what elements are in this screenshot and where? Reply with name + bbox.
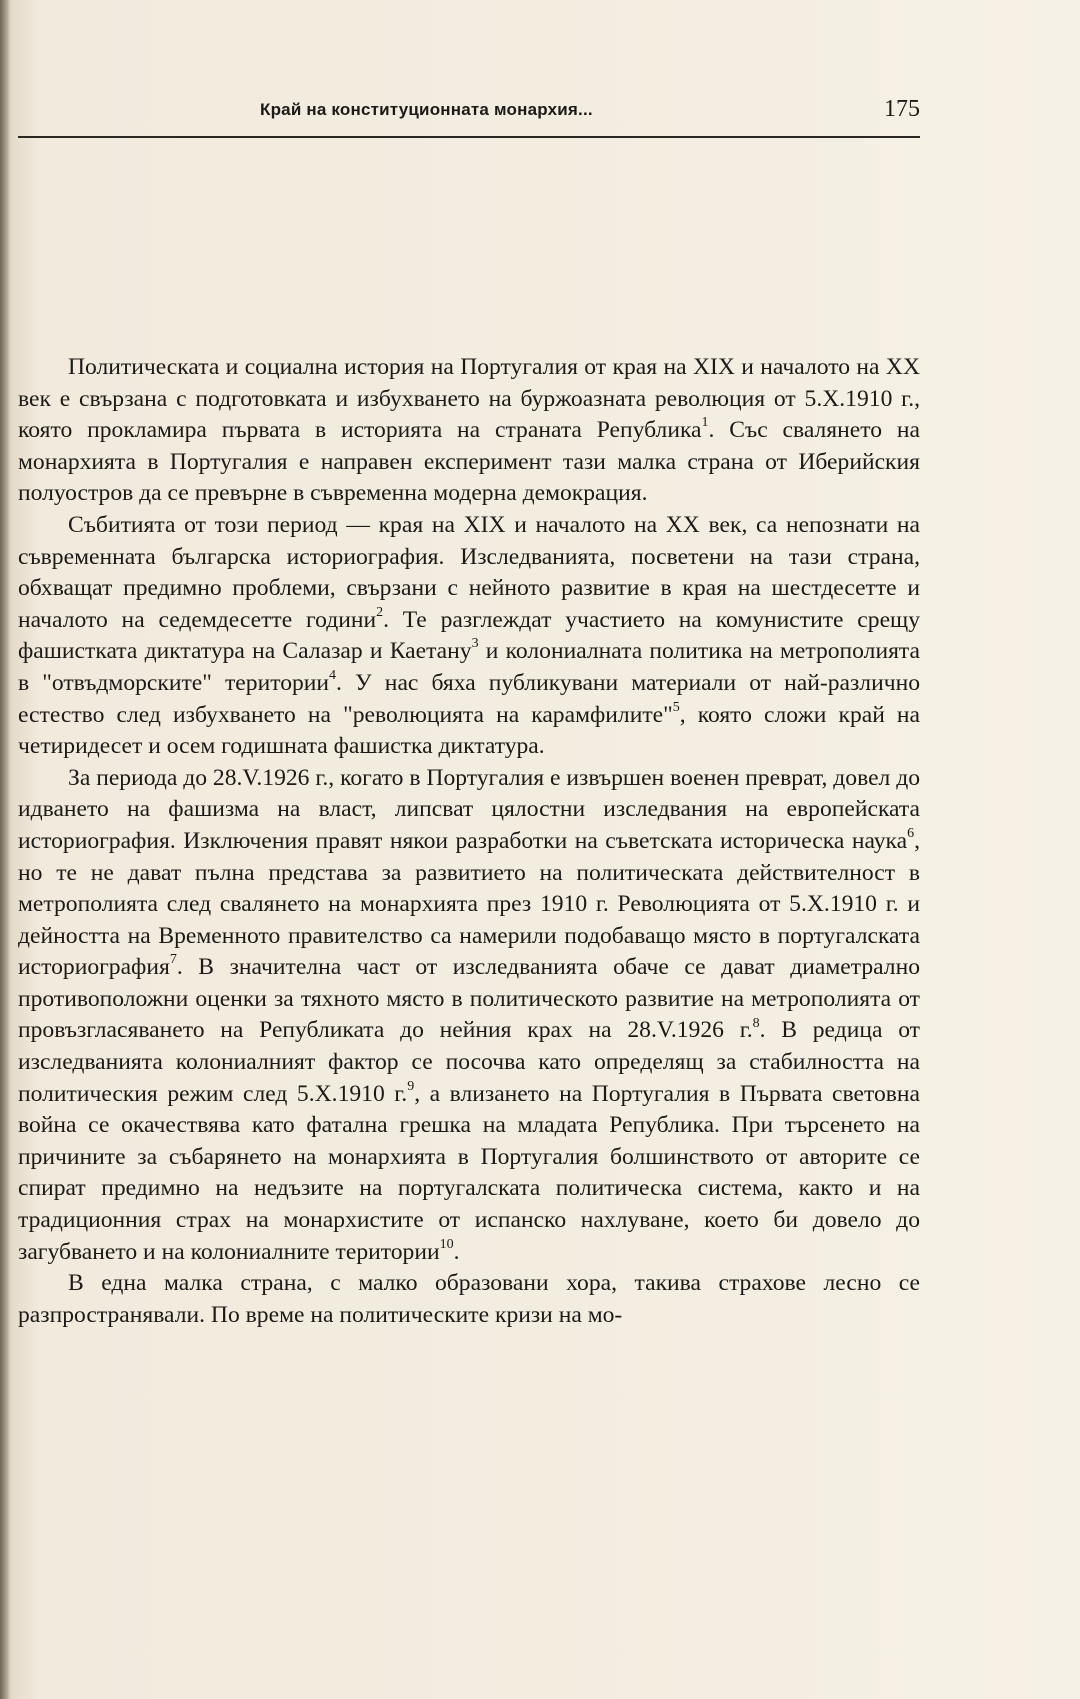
header-rule (18, 136, 920, 138)
paragraph-text: . В редица от изследванията колониалният фактор се посочва като определящ за стабилността на политическия режим след 5.X.1910 г. (18, 1017, 920, 1107)
paragraph-text: . У нас бяха публикувани материали от най-различно естество след избухването на "революцията на карамфилите" (18, 669, 920, 728)
paragraph (18, 1268, 920, 1331)
paragraph-text: В една малка страна, с малко образовани хора, такива страхове лесно се разпространявали. По време на политическите кризи на мо- (18, 1270, 920, 1328)
footnote-marker: 3 (471, 636, 479, 652)
paragraph (18, 510, 920, 763)
paragraph-text: . В значителна част от изследванията обаче се дават диаметрално противоположни оценки за тяхното място в политическото развитие на метрополията от провъзгласяването на Републиката до нейния крах на 28.V.1926 г. (18, 954, 920, 1044)
paragraph-text: Политическата и социална история на Португалия от края на XIX и началото на XX век е свързана с подготовката и избухването на буржоазната революция от 5.X.1910 г., която прокламира първата в историята на страната Република (18, 354, 920, 444)
footnote-marker: 8 (752, 1015, 760, 1031)
paragraph (18, 352, 920, 510)
paragraph (18, 763, 920, 1269)
paragraph-text: Събитията от този период — края на XIX и началото на XX век, са непознати на съвременната българска историография. Изследванията, посветени на тази страна, обхващат предимно проблеми, свързани с нейното развитие в края на шестдесетте и началото на седемдесетте години (18, 511, 920, 633)
footnote-marker: 7 (169, 952, 177, 968)
paragraph-text: За периода до 28.V.1926 г., когато в Португалия е извършен военен преврат, довел до идването на фашизма на власт, липсват цялостни изследвания на европейската историография. Изключения правят някои разработки на съветската историческа наука (18, 764, 921, 854)
page-header (18, 96, 920, 136)
running-title: Край на конституционната монархия... (260, 100, 593, 119)
paragraph-text: , а влизането на Португалия в Първата световна война се окачествява като фатална грешка на младата Република. При търсенето на причините за събарянето на монархията в Португалия болшинството от авторите се спират предимно на недъзите на португалската политическа система, както и на традиционния страх на монархистите от испанско нахлуване, което би довело до загубването и на колониалните територии (18, 1080, 921, 1265)
paragraph-text: . (453, 1238, 460, 1265)
book-spine-shadow (0, 0, 10, 1699)
page-number: 175 (884, 96, 920, 122)
footnote-marker: 1 (701, 415, 709, 431)
footnote-marker: 10 (439, 1236, 454, 1252)
footnote-marker: 9 (407, 1078, 415, 1094)
paragraph-text: , но те не дават пълна представа за развитието на политическата действителност в метрополията след свалянето на монархията през 1910 г. Революцията от 5.X.1910 г. и дейността на Временното правителство са намерили подобаващо място в португалската историография (18, 827, 920, 981)
footnote-marker: 5 (672, 699, 680, 715)
footnote-marker: 2 (376, 604, 384, 620)
paragraph-text: . Със свалянето на монархията в Португалия е направен експеримент тази малка страна от Иберийския полуостров да се превърне в съвременна модерна демокрация. (18, 417, 920, 507)
footnote-marker: 4 (329, 668, 337, 684)
paragraph-text: . Те разглеждат участието на комунистите срещу фашистката диктатура на Салазар и Каетану (18, 606, 921, 665)
paragraph-text: и колониалната политика на метрополията в "отвъдморските" територии (18, 638, 920, 696)
paragraph-text: , която сложи край на четиридесет и осем годишната фашистка диктатура. (18, 701, 921, 760)
footnote-marker: 6 (907, 826, 915, 842)
body-text (18, 352, 920, 1331)
